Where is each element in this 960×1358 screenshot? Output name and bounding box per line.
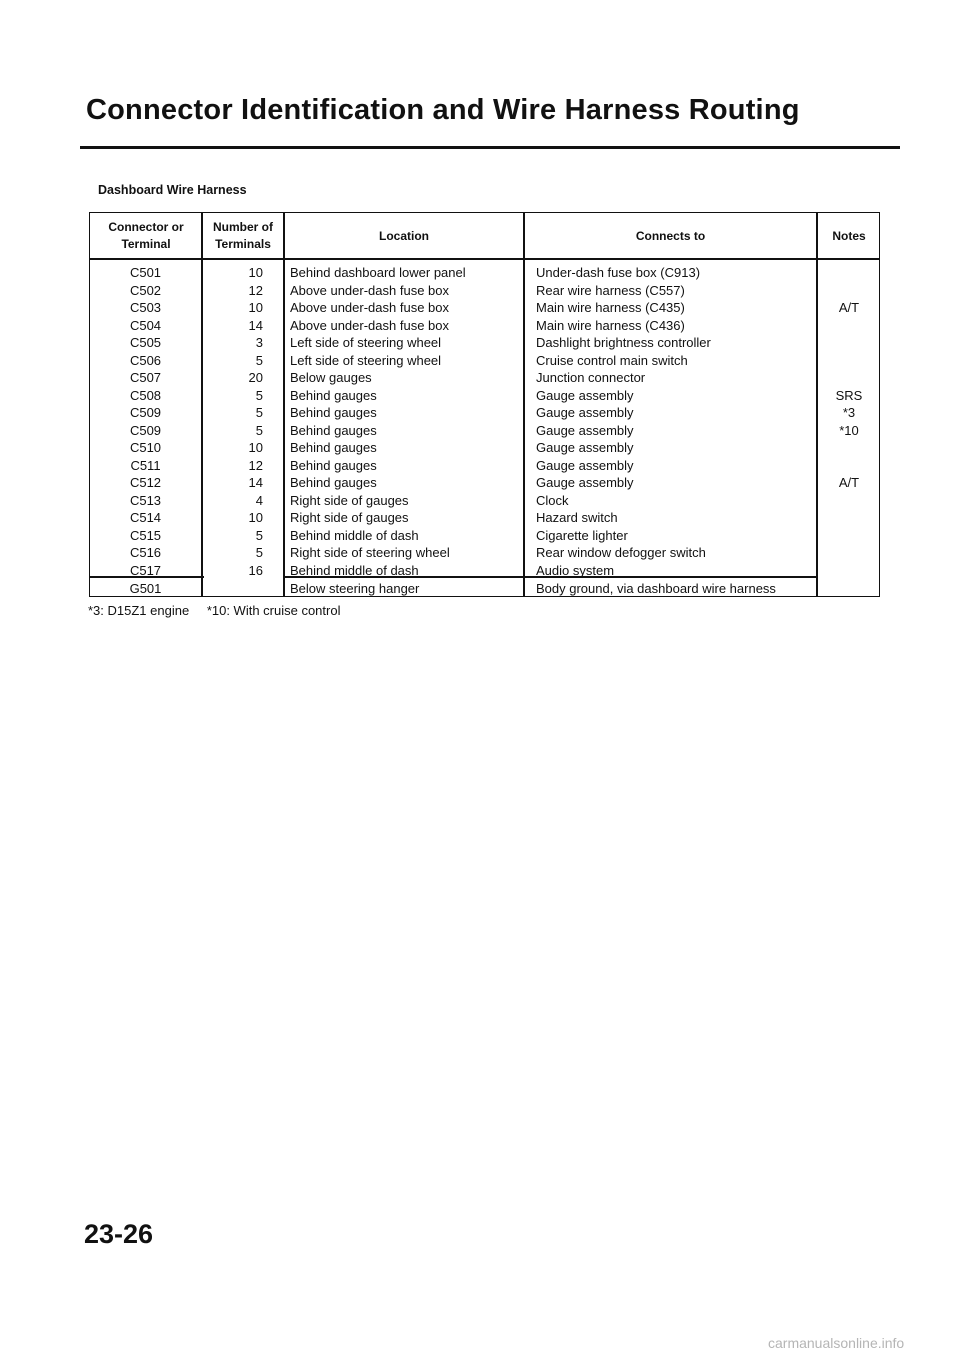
terminals-cell: 5 xyxy=(255,545,263,560)
notes-cell xyxy=(818,352,880,370)
connector-cell: C509 xyxy=(129,422,162,438)
connector-cell: C517 xyxy=(129,562,162,578)
ground-connects-to-cell: Body ground, via dashboard wire harness xyxy=(536,581,776,596)
header-location: Location xyxy=(379,228,429,243)
notes-cell xyxy=(818,527,880,545)
notes-cell xyxy=(818,264,880,282)
notes-cell: *3 xyxy=(842,405,856,420)
location-cell: Left side of steering wheel xyxy=(290,335,442,350)
location-cell: Behind gauges xyxy=(290,422,377,438)
notes-cell xyxy=(818,282,880,300)
footnotes xyxy=(88,603,340,618)
page-number: 23-26 xyxy=(84,1219,154,1249)
notes-cell xyxy=(818,457,880,475)
terminals-cell: 4 xyxy=(255,492,263,508)
connects-to-cell: Main wire harness (C436) xyxy=(536,317,685,333)
title-rule xyxy=(80,146,900,149)
connects-to-cell: Main wire harness (C435) xyxy=(536,300,685,315)
connects-to-cell: Gauge assembly xyxy=(536,475,634,490)
terminals-cell: 16 xyxy=(248,562,263,578)
connects-to-cell: Audio system xyxy=(536,562,615,578)
connects-to-cell: Hazard switch xyxy=(536,510,618,525)
location-cell: Behind gauges xyxy=(290,387,377,403)
connector-cell: C506 xyxy=(129,352,162,368)
connects-to-cell: Gauge assembly xyxy=(536,457,634,473)
ground-terminals-cell xyxy=(205,580,263,597)
connector-cell: C503 xyxy=(129,300,162,315)
terminals-cell: 3 xyxy=(255,335,263,350)
notes-cell: A/T xyxy=(838,475,860,490)
footnote: *3: D15Z1 engine xyxy=(88,603,190,618)
ground-notes-cell xyxy=(818,580,880,597)
column-divider xyxy=(523,212,525,597)
connector-cell: C513 xyxy=(129,492,162,508)
notes-cell: SRS xyxy=(835,387,863,403)
column-divider xyxy=(201,212,203,597)
location-cell: Above under-dash fuse box xyxy=(290,317,449,333)
header-connector: Connector or Terminal xyxy=(108,220,184,251)
terminals-cell: 10 xyxy=(248,300,263,315)
notes-cell xyxy=(818,492,880,510)
connector-cell: C509 xyxy=(129,405,162,420)
location-cell: Behind middle of dash xyxy=(290,527,419,543)
connects-to-cell: Gauge assembly xyxy=(536,422,634,438)
connects-to-cell: Gauge assembly xyxy=(536,387,634,403)
notes-cell xyxy=(818,369,880,387)
connector-cell: C501 xyxy=(129,265,162,280)
section-title: Dashboard Wire Harness xyxy=(98,183,247,197)
connects-to-cell: Junction connector xyxy=(536,370,646,385)
terminals-cell: 5 xyxy=(255,387,263,403)
location-cell: Right side of steering wheel xyxy=(290,545,450,560)
location-cell: Right side of gauges xyxy=(290,510,409,525)
terminals-cell: 10 xyxy=(248,265,263,280)
notes-cell xyxy=(818,562,880,580)
connector-cell: C512 xyxy=(129,475,162,490)
header-divider xyxy=(89,258,880,260)
notes-cell xyxy=(818,334,880,352)
connector-cell: C510 xyxy=(129,440,162,455)
notes-cell xyxy=(818,439,880,457)
location-cell: Behind gauges xyxy=(290,405,377,420)
connects-to-cell: Cigarette lighter xyxy=(536,527,628,543)
location-cell: Above under-dash fuse box xyxy=(290,300,449,315)
footnote: *10: With cruise control xyxy=(206,603,341,618)
terminals-cell: 12 xyxy=(248,457,263,473)
harness-table xyxy=(89,212,880,597)
terminals-cell: 12 xyxy=(248,282,263,298)
location-cell: Below gauges xyxy=(290,370,372,385)
terminals-cell: 20 xyxy=(248,370,263,385)
ground-location-cell: Below steering hanger xyxy=(290,581,420,596)
connector-column xyxy=(97,264,194,579)
location-cell: Behind dashboard lower panel xyxy=(290,265,466,280)
connects-to-cell: Clock xyxy=(536,492,569,508)
location-cell: Behind gauges xyxy=(290,440,377,455)
header-notes: Notes xyxy=(832,228,866,243)
ground-connector-cell: G501 xyxy=(129,581,162,596)
connector-cell: C502 xyxy=(129,282,162,298)
connects-to-cell: Rear window defogger switch xyxy=(536,545,706,560)
notes-cell xyxy=(818,544,880,562)
connector-cell: C507 xyxy=(129,370,162,385)
connector-cell: C511 xyxy=(130,457,161,473)
connector-cell: C508 xyxy=(129,387,162,403)
location-cell: Left side of steering wheel xyxy=(290,352,442,368)
notes-cell xyxy=(818,317,880,335)
location-cell: Behind middle of dash xyxy=(290,562,419,578)
connects-to-cell: Cruise control main switch xyxy=(536,352,688,368)
connector-cell: C515 xyxy=(129,527,162,543)
location-cell: Behind gauges xyxy=(290,475,377,490)
header-connects-to: Connects to xyxy=(635,228,706,243)
terminals-cell: 5 xyxy=(255,527,263,543)
location-column xyxy=(290,264,520,579)
connector-cell: C514 xyxy=(129,510,162,525)
page-title: Connector Identification and Wire Harness Routing xyxy=(86,94,800,126)
terminals-cell: 10 xyxy=(248,510,263,525)
watermark: carmanualsonline.info xyxy=(768,1335,905,1351)
column-divider xyxy=(283,212,285,597)
location-cell: Right side of gauges xyxy=(290,492,409,508)
notes-cell: A/T xyxy=(838,300,860,315)
connector-cell: C505 xyxy=(129,335,162,350)
connector-cell: C504 xyxy=(129,317,162,333)
terminals-cell: 5 xyxy=(255,352,263,368)
terminals-column xyxy=(205,264,263,579)
notes-cell: *10 xyxy=(839,422,859,438)
terminals-cell: 14 xyxy=(248,475,263,490)
connects-to-cell: Gauge assembly xyxy=(536,405,634,420)
terminals-cell: 5 xyxy=(255,422,263,438)
notes-cell xyxy=(818,509,880,527)
connects-to-cell: Gauge assembly xyxy=(536,440,634,455)
connects-to-cell: Rear wire harness (C557) xyxy=(536,282,685,298)
terminals-cell: 5 xyxy=(255,405,263,420)
connects-to-column xyxy=(536,264,814,579)
terminals-cell: 14 xyxy=(248,317,263,333)
location-cell: Behind gauges xyxy=(290,457,377,473)
location-cell: Above under-dash fuse box xyxy=(290,282,449,298)
notes-column xyxy=(818,264,880,579)
terminals-cell: 10 xyxy=(248,440,263,455)
connects-to-cell: Under-dash fuse box (C913) xyxy=(536,265,701,280)
connector-cell: C516 xyxy=(129,545,162,560)
header-terminals: Number of Terminals xyxy=(213,220,273,251)
connects-to-cell: Dashlight brightness controller xyxy=(536,335,711,350)
